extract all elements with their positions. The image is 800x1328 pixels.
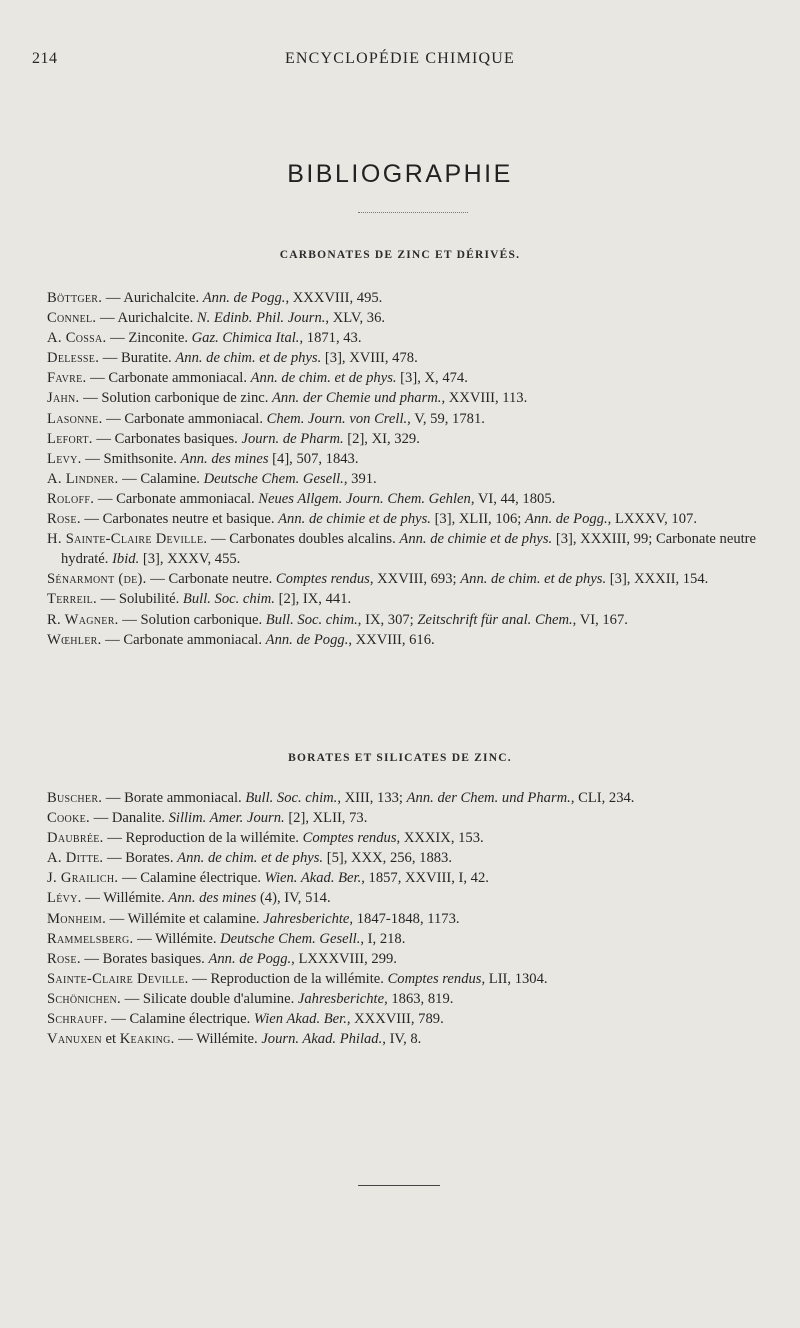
entry-journal: Ann. des mines bbox=[168, 890, 257, 907]
bibliography-entry bbox=[47, 868, 772, 888]
entry-text: — Carbonates basiques. bbox=[92, 430, 242, 447]
entry-author: Monheim. bbox=[47, 910, 107, 927]
entry-text: [4], 507, 1843. bbox=[268, 450, 359, 467]
entry-text: [3], XXXIII, 99; Carbonate neutre hydraté. bbox=[61, 531, 757, 568]
section-heading-carbonates: CARBONATES DE ZINC ET DÉRIVÉS. bbox=[279, 249, 521, 261]
entry-text: , XXXIX, 153. bbox=[396, 830, 484, 847]
entry-text: — Willémite. bbox=[81, 890, 169, 907]
entry-text: — Carbonate ammoniacal. bbox=[86, 370, 251, 387]
bibliography-entry bbox=[47, 630, 772, 650]
bibliography-entry bbox=[47, 949, 772, 969]
entry-author: Lefort. bbox=[47, 430, 93, 447]
entry-text: , V, 59, 1781. bbox=[407, 410, 485, 427]
bibliography-entry bbox=[47, 489, 772, 509]
entry-text: — Calamine électrique. bbox=[118, 870, 265, 887]
entry-text: — Aurichalcite. bbox=[102, 290, 203, 306]
entry-author: Daubrée. bbox=[47, 830, 104, 847]
entry-text: — Silicate double d'alumine. bbox=[120, 990, 298, 1007]
entry-text: — Borates. bbox=[103, 850, 178, 867]
entry-author: A. Ditte. bbox=[47, 850, 104, 867]
entry-journal: Comptes rendus bbox=[387, 970, 482, 987]
entry-author: Buscher. bbox=[47, 790, 103, 806]
bibliography-entry bbox=[47, 909, 772, 929]
bibliography-list-carbonates bbox=[47, 288, 772, 650]
entry-author: Sainte-Claire Deville. bbox=[47, 970, 189, 987]
entry-text: [3], XXXV, 455. bbox=[139, 551, 241, 568]
entry-text: , 1863, 819. bbox=[384, 990, 454, 1007]
entry-text: — Smithsonite. bbox=[81, 450, 181, 467]
entry-author: Schrauff. bbox=[47, 1011, 108, 1028]
entry-text: — Carbonate ammoniacal. bbox=[102, 410, 267, 427]
bibliography-entry bbox=[47, 288, 772, 308]
entry-text: [2], IX, 441. bbox=[274, 591, 352, 608]
bibliography-entry bbox=[47, 509, 772, 529]
entry-journal: Ann. de Pogg. bbox=[265, 631, 349, 648]
entry-text: [2], XLII, 73. bbox=[284, 810, 368, 827]
entry-text: , XXVIII, 693; bbox=[369, 571, 461, 588]
entry-author: Böttger. bbox=[47, 290, 103, 306]
entry-author: Terreil. bbox=[47, 591, 97, 608]
entry-text: [5], XXX, 256, 1883. bbox=[323, 850, 452, 867]
bibliography-entry bbox=[47, 529, 772, 569]
entry-journal: Zeitschrift für anal. Chem. bbox=[417, 611, 573, 628]
entry-text: (4), IV, 514. bbox=[256, 890, 331, 907]
bibliography-entry bbox=[47, 610, 772, 630]
entry-journal: Journ. Akad. Philad. bbox=[261, 1031, 383, 1048]
entry-journal: Ibid. bbox=[112, 551, 140, 568]
entry-text: , XXVIII, 616. bbox=[348, 631, 435, 648]
entry-text: , XXXVIII, 789. bbox=[346, 1011, 444, 1028]
entry-journal: Wien. Akad. Ber. bbox=[264, 870, 362, 887]
bibliography-entry bbox=[47, 969, 772, 989]
entry-journal: Ann. des mines bbox=[180, 450, 269, 467]
entry-text: , XXXVIII, 495. bbox=[285, 290, 383, 306]
entry-journal: Jahresberichte bbox=[263, 910, 350, 927]
entry-text: — Solution carbonique de zinc. bbox=[79, 390, 273, 407]
entry-text: — Willémite et calamine. bbox=[106, 910, 264, 927]
entry-author: Connel. bbox=[47, 310, 97, 327]
page-title: BIBLIOGRAPHIE bbox=[287, 160, 513, 188]
page-header bbox=[32, 50, 768, 74]
entry-journal: Bull. Soc. chim. bbox=[265, 611, 358, 628]
entry-text: , 1871, 43. bbox=[299, 330, 362, 347]
bibliography-entry bbox=[47, 589, 772, 609]
entry-text: — Danalite. bbox=[89, 810, 169, 827]
bibliography-entry bbox=[47, 328, 772, 348]
running-head: ENCYCLOPÉDIE CHIMIQUE bbox=[284, 50, 516, 67]
section-heading-borates: BORATES ET SILICATES DE ZINC. bbox=[288, 752, 512, 764]
bibliography-entry bbox=[47, 409, 772, 429]
bibliography-entry bbox=[47, 888, 772, 908]
entry-text: — Willémite. bbox=[133, 930, 221, 947]
entry-journal: Ann. der Chemie und pharm. bbox=[272, 390, 442, 407]
entry-text: — Buratite. bbox=[99, 350, 176, 367]
entry-text: — Zinconite. bbox=[106, 330, 192, 347]
entry-text: , XIII, 133; bbox=[337, 790, 407, 806]
entry-text: — Aurichalcite. bbox=[96, 310, 197, 327]
entry-text: [3], X, 474. bbox=[396, 370, 468, 387]
bibliography-entry bbox=[47, 449, 772, 469]
entry-text: , LXXXV, 107. bbox=[607, 511, 697, 528]
entry-author: J. Grailich. bbox=[47, 870, 119, 887]
entry-text: , IV, 8. bbox=[382, 1031, 422, 1048]
entry-journal: Sillim. Amer. Journ. bbox=[168, 810, 285, 827]
entry-text: , I, 218. bbox=[360, 930, 406, 947]
bibliography-entry bbox=[47, 388, 772, 408]
entry-author: Delesse. bbox=[47, 350, 100, 367]
entry-text: , LXXXVIII, 299. bbox=[291, 950, 397, 967]
bibliography-entry bbox=[47, 348, 772, 368]
entry-text: — Reproduction de la willémite. bbox=[103, 830, 303, 847]
bibliography-entry bbox=[47, 989, 772, 1009]
entry-text: , IX, 307; bbox=[357, 611, 418, 628]
entry-author: Lasonne. bbox=[47, 410, 103, 427]
end-rule bbox=[358, 1185, 440, 1186]
entry-journal: Ann. de chim. et de phys. bbox=[460, 571, 607, 588]
entry-author: Vanuxen bbox=[47, 1031, 102, 1048]
entry-author: Schönichen. bbox=[47, 990, 121, 1007]
bibliography-entry bbox=[47, 929, 772, 949]
entry-text: — Willémite. bbox=[174, 1031, 262, 1048]
entry-author: R. Wagner. bbox=[47, 611, 119, 628]
entry-author: Rose. bbox=[47, 950, 81, 967]
entry-journal: Chem. Journ. von Crell. bbox=[266, 410, 408, 427]
bibliography-entry bbox=[47, 1029, 772, 1049]
entry-journal: Ann. der Chem. und Pharm. bbox=[406, 790, 571, 806]
entry-journal: Deutsche Chem. Gesell. bbox=[220, 930, 361, 947]
entry-author: Jahn. bbox=[47, 390, 80, 407]
entry-text: et bbox=[101, 1031, 120, 1048]
page-number: 214 bbox=[32, 50, 58, 67]
entry-author: Cooke. bbox=[47, 810, 90, 827]
entry-text: , XLV, 36. bbox=[325, 310, 386, 327]
bibliography-entry bbox=[47, 308, 772, 328]
entry-journal: Comptes rendus bbox=[275, 571, 370, 588]
entry-text: , VI, 44, 1805. bbox=[470, 490, 556, 507]
bibliography-entry bbox=[47, 788, 772, 808]
entry-text: , CLI, 234. bbox=[570, 790, 635, 806]
entry-journal: Ann. de chim. et de phys. bbox=[175, 350, 322, 367]
entry-journal: Journ. de Pharm. bbox=[241, 430, 344, 447]
entry-text: [3], XVIII, 478. bbox=[321, 350, 418, 367]
entry-journal: Comptes rendus bbox=[302, 830, 397, 847]
entry-author: Favre. bbox=[47, 370, 87, 387]
entry-author: Rammelsberg. bbox=[47, 930, 134, 947]
bibliography-entry bbox=[47, 429, 772, 449]
entry-text: [3], XLII, 106; bbox=[430, 511, 525, 528]
entry-text: — Solubilité. bbox=[96, 591, 183, 608]
entry-text: — Reproduction de la willémite. bbox=[188, 970, 388, 987]
bibliography-entry bbox=[47, 469, 772, 489]
entry-author: Wœhler. bbox=[47, 631, 102, 648]
entry-journal: Bull. Soc. chim. bbox=[182, 591, 275, 608]
bibliography-entry bbox=[47, 848, 772, 868]
entry-text: , 391. bbox=[343, 470, 377, 487]
entry-author: Keaking. bbox=[119, 1031, 175, 1048]
entry-author: Sénarmont (de). bbox=[47, 571, 147, 588]
entry-text: — Calamine électrique. bbox=[107, 1011, 254, 1028]
entry-journal: Ann. de chimie et de phys. bbox=[278, 511, 431, 528]
entry-author: Levy. bbox=[47, 450, 82, 467]
entry-journal: Deutsche Chem. Gesell. bbox=[203, 470, 344, 487]
entry-text: — Carbonate ammoniacal. bbox=[94, 490, 259, 507]
entry-text: [2], XI, 329. bbox=[343, 430, 420, 447]
entry-author: A. Lindner. bbox=[47, 470, 119, 487]
entry-author: H. Sainte-Claire Deville. bbox=[47, 531, 208, 548]
entry-text: , LII, 1304. bbox=[481, 970, 548, 987]
entry-text: — Carbonates doubles alcalins. bbox=[207, 531, 400, 548]
entry-journal: Ann. de chimie et de phys. bbox=[399, 531, 553, 548]
entry-journal: Neues Allgem. Journ. Chem. Gehlen bbox=[258, 490, 471, 507]
entry-journal: Wien Akad. Ber. bbox=[253, 1011, 347, 1028]
entry-text: , 1857, XXVIII, I, 42. bbox=[361, 870, 489, 887]
bibliography-entry bbox=[47, 808, 772, 828]
entry-text: — Carbonate ammoniacal. bbox=[101, 631, 266, 648]
entry-author: Rose. bbox=[47, 511, 81, 528]
entry-text: — Carbonates neutre et basique. bbox=[80, 511, 279, 528]
title-ornament-rule bbox=[358, 212, 468, 213]
entry-journal: Bull. Soc. chim. bbox=[245, 790, 338, 806]
bibliography-entry bbox=[47, 1009, 772, 1029]
entry-journal: Ann. de Pogg. bbox=[202, 290, 286, 306]
entry-journal: Ann. de chim. et de phys. bbox=[177, 850, 324, 867]
bibliography-list-borates bbox=[47, 788, 772, 1049]
entry-journal: Ann. de Pogg. bbox=[208, 950, 292, 967]
entry-text: , VI, 167. bbox=[572, 611, 628, 628]
entry-journal: Gaz. Chimica Ital. bbox=[191, 330, 300, 347]
entry-text: , XXVIII, 113. bbox=[441, 390, 528, 407]
entry-journal: Jahresberichte bbox=[297, 990, 385, 1007]
bibliography-entry bbox=[47, 368, 772, 388]
entry-text: — Solution carbonique. bbox=[118, 611, 266, 628]
entry-journal: Ann. de chim. et de phys. bbox=[250, 370, 397, 387]
entry-author: Roloff. bbox=[47, 490, 95, 507]
entry-text: — Borate ammoniacal. bbox=[102, 790, 246, 806]
entry-text: — Borates basiques. bbox=[80, 950, 209, 967]
entry-text: — Calamine. bbox=[118, 470, 204, 487]
entry-journal: N. Edinb. Phil. Journ. bbox=[196, 310, 326, 327]
entry-text: , 1847-1848, 1173. bbox=[349, 910, 460, 927]
entry-journal: Ann. de Pogg. bbox=[524, 511, 608, 528]
bibliography-entry bbox=[47, 828, 772, 848]
bibliography-entry bbox=[47, 569, 772, 589]
entry-text: — Carbonate neutre. bbox=[146, 571, 276, 588]
entry-text: [3], XXXII, 154. bbox=[606, 571, 709, 588]
entry-author: A. Cossa. bbox=[47, 330, 107, 347]
entry-author: Lévy. bbox=[47, 890, 82, 907]
